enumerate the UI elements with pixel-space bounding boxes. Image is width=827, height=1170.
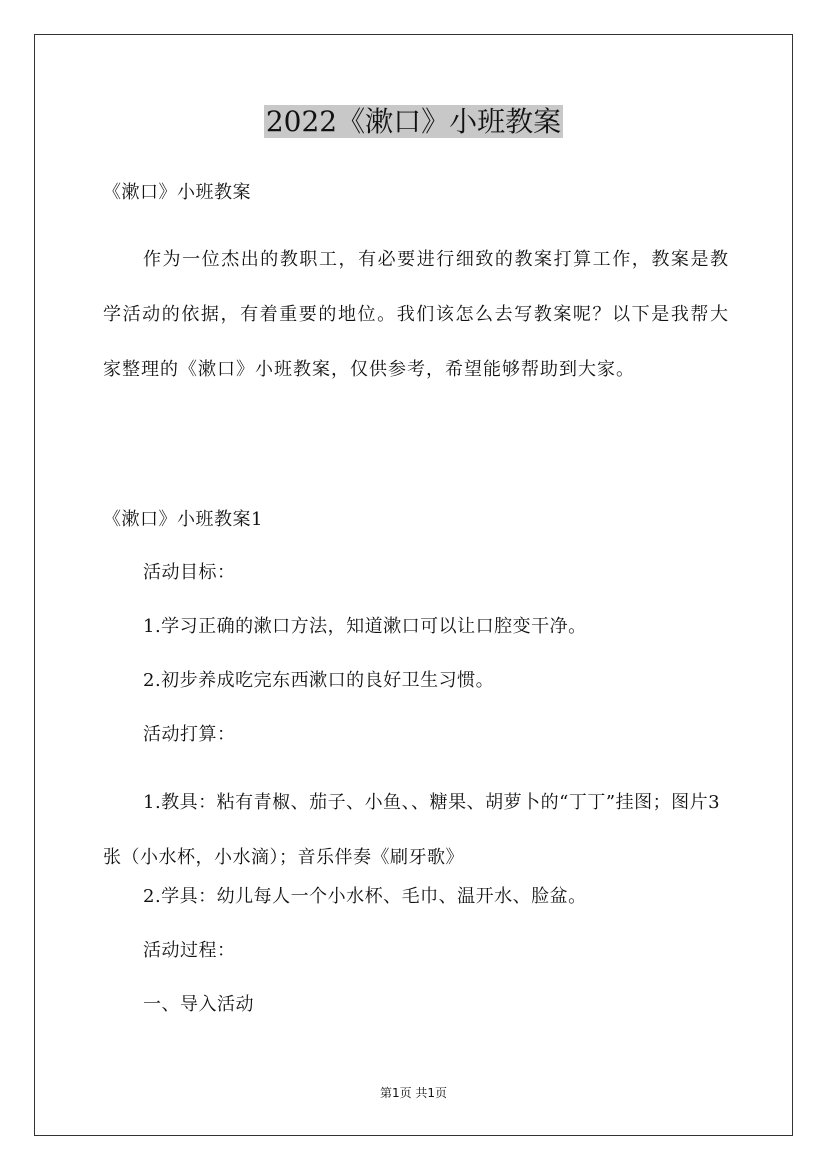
intro-paragraph: 作为一位杰出的教职工，有必要进行细致的教案打算工作，教案是教学活动的依据，有着重要的地位。我们该怎么去写教案呢？以下是我帮大家整理的《漱口》小班教案，仅供参考，希望能够帮助到大家。	[103, 249, 729, 380]
process-step-1: 一、导入活动	[143, 994, 254, 1015]
goals-label: 活动目标：	[143, 562, 236, 583]
goal-item-1: 1.学习正确的漱口方法，知道漱口可以让口腔变干净。	[143, 616, 587, 637]
page-footer: 第1页 共1页	[379, 1086, 448, 1100]
document-title-text: 2022《漱口》小班教案	[265, 105, 562, 138]
subtitle: 《漱口》小班教案	[103, 182, 251, 203]
prep-item-1: 1.教具：粘有青椒、茄子、小鱼、、糖果、胡萝卜的“丁丁”挂图；图片3张（小水杯，小水滴）；音乐伴奏《刷牙歌》	[103, 792, 721, 868]
goal-item-2: 2.初步养成吃完东西漱口的良好卫生习惯。	[143, 670, 495, 691]
prep-item-2: 2.学具：幼儿每人一个小水杯、毛巾、温开水、脸盆。	[143, 886, 587, 907]
process-label: 活动过程：	[143, 940, 236, 961]
section-heading: 《漱口》小班教案1	[103, 509, 263, 530]
document-title	[0, 100, 827, 144]
prep-label: 活动打算：	[143, 724, 236, 745]
